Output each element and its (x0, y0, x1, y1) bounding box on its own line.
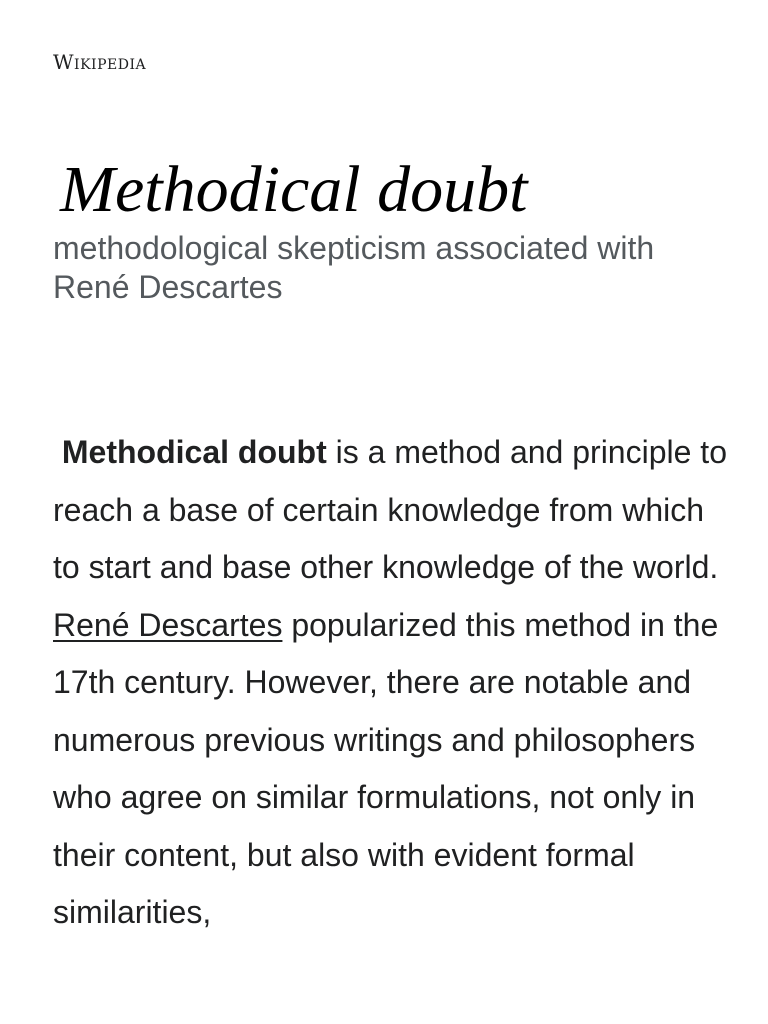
lead-paragraph (53, 424, 733, 942)
bold-term: Methodical doubt (61, 434, 327, 470)
page-title: Methodical doubt (60, 153, 528, 226)
page-description: methodological skepticism associated with René Descartes (53, 230, 655, 305)
lead-text-part-2: popularized this method in the 17th century. However, there are notable and numerous previous writings and philosophers who agree on similar formulations, not only in their content, but also with evident formal similarities, (53, 606, 719, 930)
rene-descartes-link[interactable]: René Descartes (53, 606, 283, 643)
wikipedia-wordmark[interactable]: Wikipedia (53, 50, 147, 74)
lead-text-part-1: is a method and principle to reach a base of certain knowledge from which to start and base other knowledge of the world. (53, 434, 727, 585)
